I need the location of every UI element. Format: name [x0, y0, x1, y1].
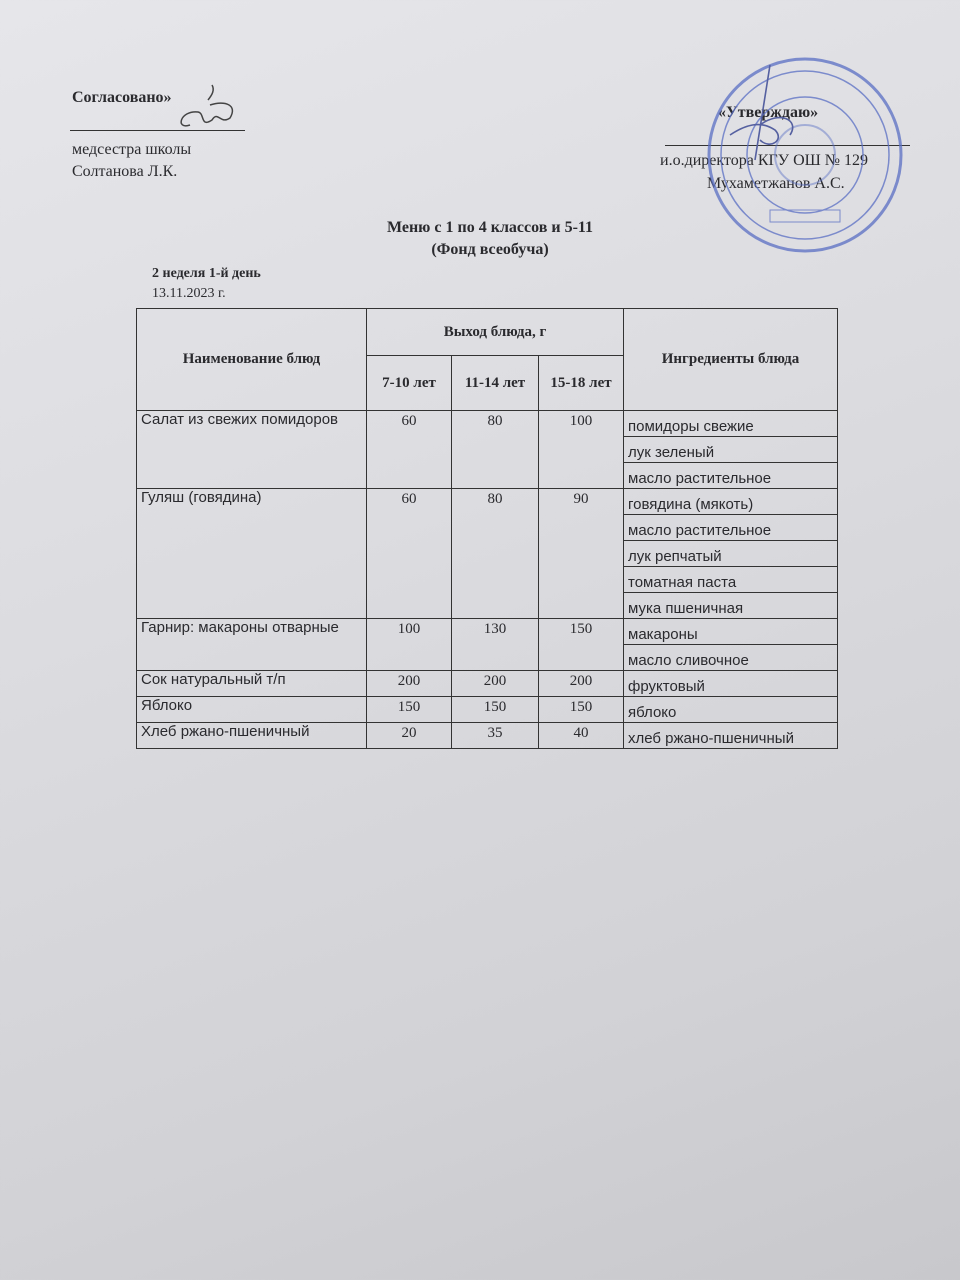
yield-7-10: 150 — [367, 697, 452, 723]
yield-7-10: 200 — [367, 671, 452, 697]
ingredient: говядина (мякоть) — [624, 489, 838, 515]
ingredient: макароны — [624, 619, 838, 645]
dish-name: Гуляш (говядина) — [137, 489, 367, 619]
approved-label-right: «Утверждаю» — [718, 104, 819, 121]
yield-11-14: 80 — [452, 489, 539, 619]
nurse-role: медсестра школы — [72, 141, 192, 158]
yield-15-18: 100 — [539, 411, 624, 489]
approved-label-left: Согласовано» — [72, 89, 172, 106]
yield-15-18: 150 — [539, 619, 624, 671]
header-age-15-18: 15-18 лет — [539, 356, 624, 411]
menu-title: Меню с 1 по 4 классов и 5-11 — [386, 219, 594, 236]
table-row — [137, 697, 838, 723]
header-dish: Наименование блюд — [137, 309, 367, 411]
yield-7-10: 100 — [367, 619, 452, 671]
ingredient: масло сливочное — [624, 645, 838, 671]
dish-name: Салат из свежих помидоров — [137, 411, 367, 489]
menu-table — [136, 308, 838, 749]
dish-name: Яблоко — [137, 697, 367, 723]
ingredient: хлеб ржано-пшеничный — [624, 723, 838, 749]
yield-7-10: 60 — [367, 489, 452, 619]
yield-15-18: 90 — [539, 489, 624, 619]
ingredient: фруктовый — [624, 671, 838, 697]
yield-15-18: 150 — [539, 697, 624, 723]
header-age-7-10: 7-10 лет — [367, 356, 452, 411]
yield-11-14: 150 — [452, 697, 539, 723]
signature-line-left — [70, 130, 245, 131]
header-yield: Выход блюда, г — [367, 309, 624, 356]
week-day: 2 неделя 1-й день — [152, 266, 261, 281]
ingredient: яблоко — [624, 697, 838, 723]
yield-11-14: 130 — [452, 619, 539, 671]
table-row — [137, 489, 838, 515]
ingredient: масло растительное — [624, 515, 838, 541]
ingredient: лук репчатый — [624, 541, 838, 567]
ingredient: мука пшеничная — [624, 593, 838, 619]
nurse-name: Солтанова Л.К. — [72, 163, 178, 180]
table-row — [137, 723, 838, 749]
ingredient: помидоры свежие — [624, 411, 838, 437]
table-row — [137, 411, 838, 437]
table-row — [137, 671, 838, 697]
header-ingredients: Ингредиенты блюда — [624, 309, 838, 411]
ingredient: масло растительное — [624, 463, 838, 489]
dish-name: Хлеб ржано-пшеничный — [137, 723, 367, 749]
ingredient: лук зеленый — [624, 437, 838, 463]
yield-15-18: 40 — [539, 723, 624, 749]
yield-11-14: 80 — [452, 411, 539, 489]
director-name: Мухаметжанов А.С. — [707, 175, 845, 192]
director-role: и.о.директора КГУ ОШ № 129 — [660, 152, 869, 169]
ingredient: томатная паста — [624, 567, 838, 593]
menu-subtitle: (Фонд всеобуча) — [431, 241, 549, 258]
menu-date: 13.11.2023 г. — [152, 286, 226, 301]
signature-left — [181, 85, 232, 126]
yield-15-18: 200 — [539, 671, 624, 697]
table-row — [137, 619, 838, 645]
dish-name: Сок натуральный т/п — [137, 671, 367, 697]
yield-7-10: 20 — [367, 723, 452, 749]
yield-11-14: 200 — [452, 671, 539, 697]
yield-11-14: 35 — [452, 723, 539, 749]
header-age-11-14: 11-14 лет — [452, 356, 539, 411]
signature-line-right — [665, 145, 910, 146]
dish-name: Гарнир: макароны отварные — [137, 619, 367, 671]
yield-7-10: 60 — [367, 411, 452, 489]
